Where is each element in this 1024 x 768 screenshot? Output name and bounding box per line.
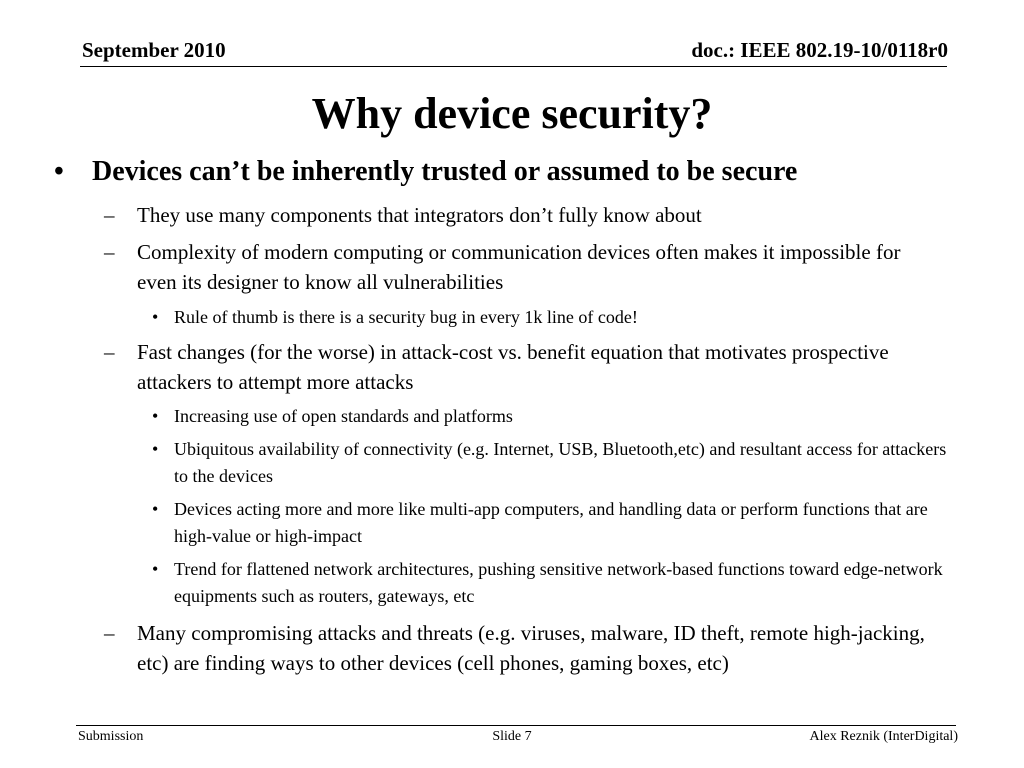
sub-sub-bullet-text: Trend for flattened network architectures, pushing sensitive network-based functions toward edge-network equipments such as routers, gateways, etc — [174, 559, 943, 606]
dot-marker: • — [152, 499, 159, 519]
slide-title: Why device security? — [311, 89, 713, 138]
sub-bullet-text: Fast changes (for the worse) in attack-cost vs. benefit equation that motivates prospective attackers to attempt more attacks — [137, 340, 889, 394]
footer-submission: Submission — [78, 729, 144, 744]
footer-author: Alex Reznik (InterDigital) — [809, 729, 958, 744]
sub-bullet-text: Many compromising attacks and threats (e.g. viruses, malware, ID theft, remote high-jacking, etc) are finding ways to other devices (cell phones, gaming boxes, etc) — [137, 621, 925, 675]
sub-sub-bullet-text: Devices acting more and more like multi-app computers, and handling data or perform functions that are high-value or high-impact — [174, 499, 928, 546]
footer-slide-number: Slide 7 — [492, 729, 532, 744]
sub-sub-bullet-text: Rule of thumb is there is a security bug in every 1k line of code! — [174, 307, 638, 327]
dot-marker: • — [152, 307, 159, 327]
dot-marker: • — [152, 406, 159, 426]
header-doc-id: doc.: IEEE 802.19-10/0118r0 — [691, 38, 948, 62]
dash-marker: – — [104, 621, 115, 645]
sub-bullet-text: Complexity of modern computing or communication devices often makes it impossible for even its designer to know all vulnerabilities — [137, 240, 901, 294]
main-bullet-text: Devices can’t be inherently trusted or assumed to be secure — [92, 156, 798, 187]
dash-marker: – — [104, 203, 115, 227]
sub-sub-bullet-text: Increasing use of open standards and platforms — [174, 406, 513, 426]
header-divider — [80, 66, 947, 67]
dot-marker: • — [152, 439, 159, 459]
dot-marker: • — [152, 559, 159, 579]
sub-bullet-text: They use many components that integrators don’t fully know about — [137, 203, 702, 227]
footer-divider — [76, 725, 956, 726]
bullet-marker: • — [54, 156, 64, 187]
sub-sub-bullet-text: Ubiquitous availability of connectivity (e.g. Internet, USB, Bluetooth,etc) and resultant access for attackers to the devices — [174, 439, 947, 486]
header-date: September 2010 — [82, 38, 226, 62]
dash-marker: – — [104, 240, 115, 264]
dash-marker: – — [104, 340, 115, 364]
